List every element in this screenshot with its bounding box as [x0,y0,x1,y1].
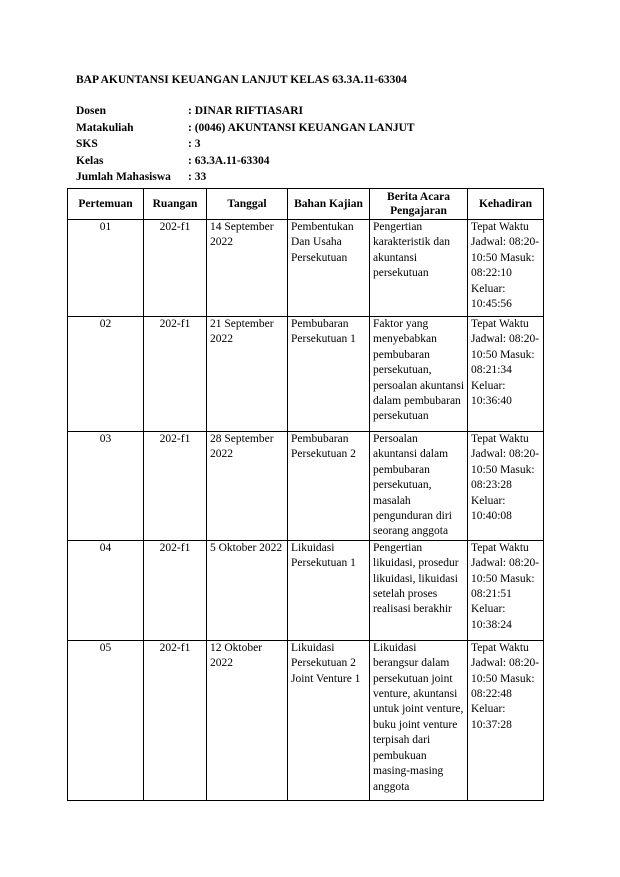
cell-tanggal: 14 September 2022 [207,220,288,317]
info-label: Matakuliah [76,121,134,134]
header-bahan-kajian: Bahan Kajian [288,189,370,220]
cell-kehadiran: Tepat Waktu Jadwal: 08:20-10:50 Masuk: 08:21:51 Keluar: 10:38:24 [468,540,544,640]
course-info [76,103,415,186]
info-label: Dosen [76,105,107,117]
cell-berita-acara: Pengertian likuidasi, prosedur likuidasi, likuidasi setelah proses realisasi berakhir [370,540,468,640]
cell-berita-acara: Likuidasi berangsur dalam persekutuan joint venture, akuntansi untuk joint venture, buku joint venture terpisah dari pembukuan masing-masing anggota [370,640,468,800]
info-row-sks [76,136,415,153]
info-row-jumlah-mahasiswa [76,169,415,186]
info-value: : 3 [188,138,201,150]
cell-berita-acara: Faktor yang menyebabkan pembubaran persekutuan, persoalan akuntansi dalam pembubaran persekutuan [370,317,468,432]
header-berita-acara: Berita Acara Pengajaran [370,189,468,220]
info-label: Jumlah Mahasiswa [76,171,171,183]
cell-pertemuan: 01 [68,220,144,317]
cell-tanggal: 28 September 2022 [207,432,288,541]
info-label: SKS [76,138,98,150]
cell-tanggal: 5 Oktober 2022 [207,540,288,640]
table-row [68,317,544,432]
cell-ruangan: 202-f1 [144,540,207,640]
table-row [68,220,544,317]
header-ruangan: Ruangan [144,189,207,220]
cell-bahan-kajian: Likuidasi Persekutuan 2 Joint Venture 1 [288,640,370,800]
cell-bahan-kajian: Pembubaran Persekutuan 2 [288,432,370,541]
cell-kehadiran: Tepat Waktu Jadwal: 08:20-10:50 Masuk: 08:21:34 Keluar: 10:36:40 [468,317,544,432]
cell-pertemuan: 03 [68,432,144,541]
table-row [68,432,544,541]
table-header-row [68,189,544,220]
cell-bahan-kajian: Pembubaran Persekutuan 1 [288,317,370,432]
cell-kehadiran: Tepat Waktu Jadwal: 08:20-10:50 Masuk: 08:23:28 Keluar: 10:40:08 [468,432,544,541]
cell-kehadiran: Tepat Waktu Jadwal: 08:20-10:50 Masuk: 08:22:48 Keluar: 10:37:28 [468,640,544,800]
cell-kehadiran: Tepat Waktu Jadwal: 08:20-10:50 Masuk: 08:22:10 Keluar: 10:45:56 [468,220,544,317]
header-tanggal: Tanggal [207,189,288,220]
table-row [68,540,544,640]
cell-bahan-kajian: Pembentukan Dan Usaha Persekutuan [288,220,370,317]
attendance-table [67,188,544,801]
cell-ruangan: 202-f1 [144,220,207,317]
cell-berita-acara: Persoalan akuntansi dalam pembubaran persekutuan, masalah pengunduran diri seorang anggota [370,432,468,541]
info-value: : 63.3A.11-63304 [188,154,270,167]
document-title: BAP AKUNTANSI KEUANGAN LANJUT KELAS 63.3A.11-63304 [76,74,407,86]
info-row-dosen [76,103,415,120]
table-row [68,640,544,800]
cell-tanggal: 21 September 2022 [207,317,288,432]
info-value: : 33 [188,171,207,183]
cell-berita-acara: Pengertian karakteristik dan akuntansi persekutuan [370,220,468,317]
info-label: Kelas [76,154,104,167]
cell-ruangan: 202-f1 [144,640,207,800]
cell-ruangan: 202-f1 [144,317,207,432]
cell-tanggal: 12 Oktober 2022 [207,640,288,800]
info-row-kelas [76,153,415,170]
cell-pertemuan: 02 [68,317,144,432]
info-value: : DINAR RIFTIASARI [188,105,304,117]
info-value: : (0046) AKUNTANSI KEUANGAN LANJUT [188,121,415,134]
info-row-matakuliah [76,120,415,137]
cell-pertemuan: 05 [68,640,144,800]
cell-bahan-kajian: Likuidasi Persekutuan 1 [288,540,370,640]
header-pertemuan: Pertemuan [68,189,144,220]
header-kehadiran: Kehadiran [468,189,544,220]
cell-pertemuan: 04 [68,540,144,640]
cell-ruangan: 202-f1 [144,432,207,541]
